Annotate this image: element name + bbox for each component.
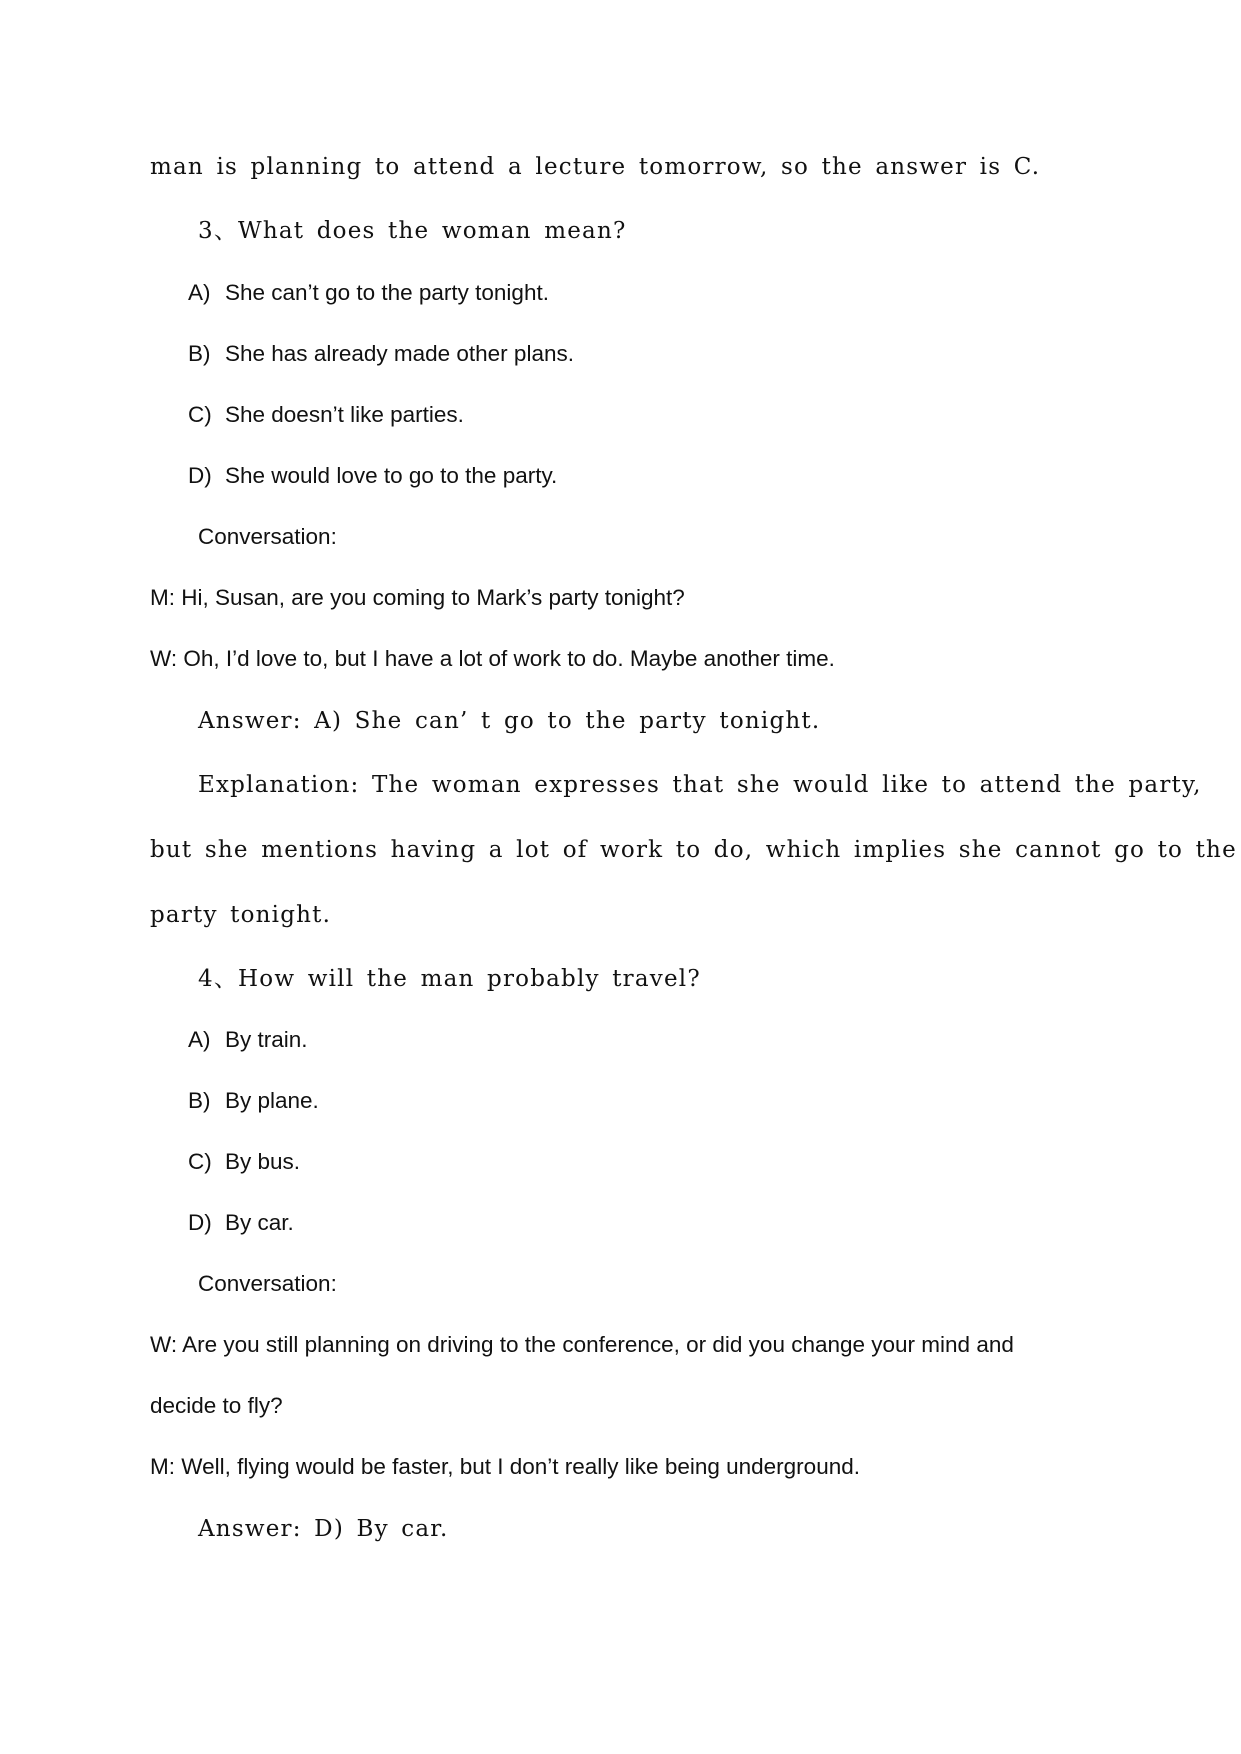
option-letter: D) — [188, 463, 212, 488]
option-letter: C) — [188, 402, 212, 427]
q3-explanation-line: Explanation: The woman expresses that she would like to attend the party, — [198, 772, 1202, 798]
option-text: She would love to go to the party. — [225, 463, 558, 488]
q3-dialogue-line: W: Oh, I’d love to, but I have a lot of work to do. Maybe another time. — [150, 646, 835, 671]
q3-conversation-label: Conversation: — [198, 524, 337, 549]
q3-option-d — [188, 465, 557, 488]
option-text: By train. — [225, 1027, 308, 1052]
q3-explanation-line: party tonight. — [150, 902, 332, 928]
q4-dialogue-line: decide to fly? — [150, 1393, 283, 1418]
q3-explanation-line: but she mentions having a lot of work to do, which implies she cannot go to the — [150, 837, 1237, 863]
q4-option-a — [188, 1029, 308, 1052]
option-text: She doesn’t like parties. — [225, 402, 464, 427]
option-letter: B) — [188, 1088, 211, 1113]
option-letter: D) — [188, 1210, 212, 1235]
option-letter: A) — [188, 280, 211, 305]
option-text: By bus. — [225, 1149, 301, 1174]
q4-answer: Answer: D) By car. — [198, 1516, 449, 1542]
option-text: By plane. — [225, 1088, 319, 1113]
q3-option-c — [188, 404, 464, 427]
q3-option-b — [188, 343, 574, 366]
q4-dialogue-line: W: Are you still planning on driving to the conference, or did you change your mind and — [150, 1332, 1014, 1357]
q4-option-b — [188, 1090, 319, 1113]
q4-dialogue-line: M: Well, flying would be faster, but I don’t really like being underground. — [150, 1454, 860, 1479]
q3-answer: Answer: A) She can’ t go to the party tonight. — [198, 708, 821, 734]
option-text: By car. — [225, 1210, 294, 1235]
question-4: 4、How will the man probably travel? — [198, 966, 701, 992]
q4-option-c — [188, 1151, 300, 1174]
option-text: She can’t go to the party tonight. — [225, 280, 549, 305]
option-letter: C) — [188, 1149, 212, 1174]
intro-continuation: man is planning to attend a lecture tomorrow, so the answer is C. — [150, 154, 1041, 180]
q3-dialogue-line: M: Hi, Susan, are you coming to Mark’s party tonight? — [150, 585, 685, 610]
question-3: 3、What does the woman mean? — [198, 218, 627, 244]
option-letter: A) — [188, 1027, 211, 1052]
option-letter: B) — [188, 341, 211, 366]
q3-option-a — [188, 282, 549, 305]
q4-conversation-label: Conversation: — [198, 1271, 337, 1296]
option-text: She has already made other plans. — [225, 341, 574, 366]
q4-option-d — [188, 1212, 294, 1235]
